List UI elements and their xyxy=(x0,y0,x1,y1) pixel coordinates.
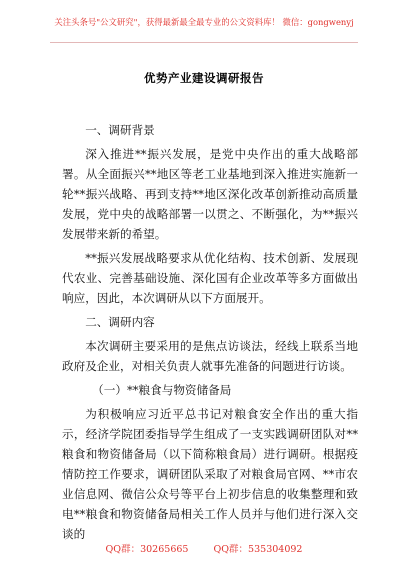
subsection-heading: （一）**粮食与物资储备局 xyxy=(92,383,232,397)
paragraph: 为积极响应习近平总书记对粮食安全作出的重大指示，经济学院团委指导学生组成了一支实践调研团队对**粮食和物资储备局（以下简称粮食局）进行调研。根据疫情防控工作要求，调研团队采取了对粮食局官网、**市农业信息网、微信公众号等平台上初步信息的收集整理和致电**粮食和物资储备局相关工作人员并与他们进行深入交谈的 xyxy=(62,407,358,541)
section-heading-content: 二、调研内容 xyxy=(85,315,155,329)
paragraph: **振兴发展战略要求从优化结构、技术创新、发展现代农业、完善基础设施、深化国有企业改革等多方面做出响应，因此，本次调研从以下方面展开。 xyxy=(62,251,358,305)
footer-qq-group-2: QQ群：535304092 xyxy=(213,544,303,555)
section-heading-background: 一、调研背景 xyxy=(85,123,155,137)
paragraph: 深入推进**振兴发展，是党中央作出的重大战略部署。从全面振兴**地区等老工业基地到深入推进实施新一轮**振兴战略、再到支持**地区深化改革创新推动高质量发展，党中央的战略部署一以贯之、不断强化，为**振兴发展带来新的希望。 xyxy=(62,147,358,241)
document-title: 优势产业建设调研报告 xyxy=(144,71,264,85)
footer-qq-group-1: QQ群：30265665 xyxy=(105,544,189,555)
header-divider xyxy=(50,42,358,43)
document-body xyxy=(62,120,358,541)
footer-contact xyxy=(0,541,408,555)
paragraph: 本次调研主要采用的是焦点访谈法，经线上联系当地政府及企业，对相关负责人就事先准备的问题进行访谈。 xyxy=(62,339,358,373)
header-banner: 关注头条号"公文研究"，获得最新最全最专业的公文资料库！ 微信：gongwenyj xyxy=(54,17,354,27)
